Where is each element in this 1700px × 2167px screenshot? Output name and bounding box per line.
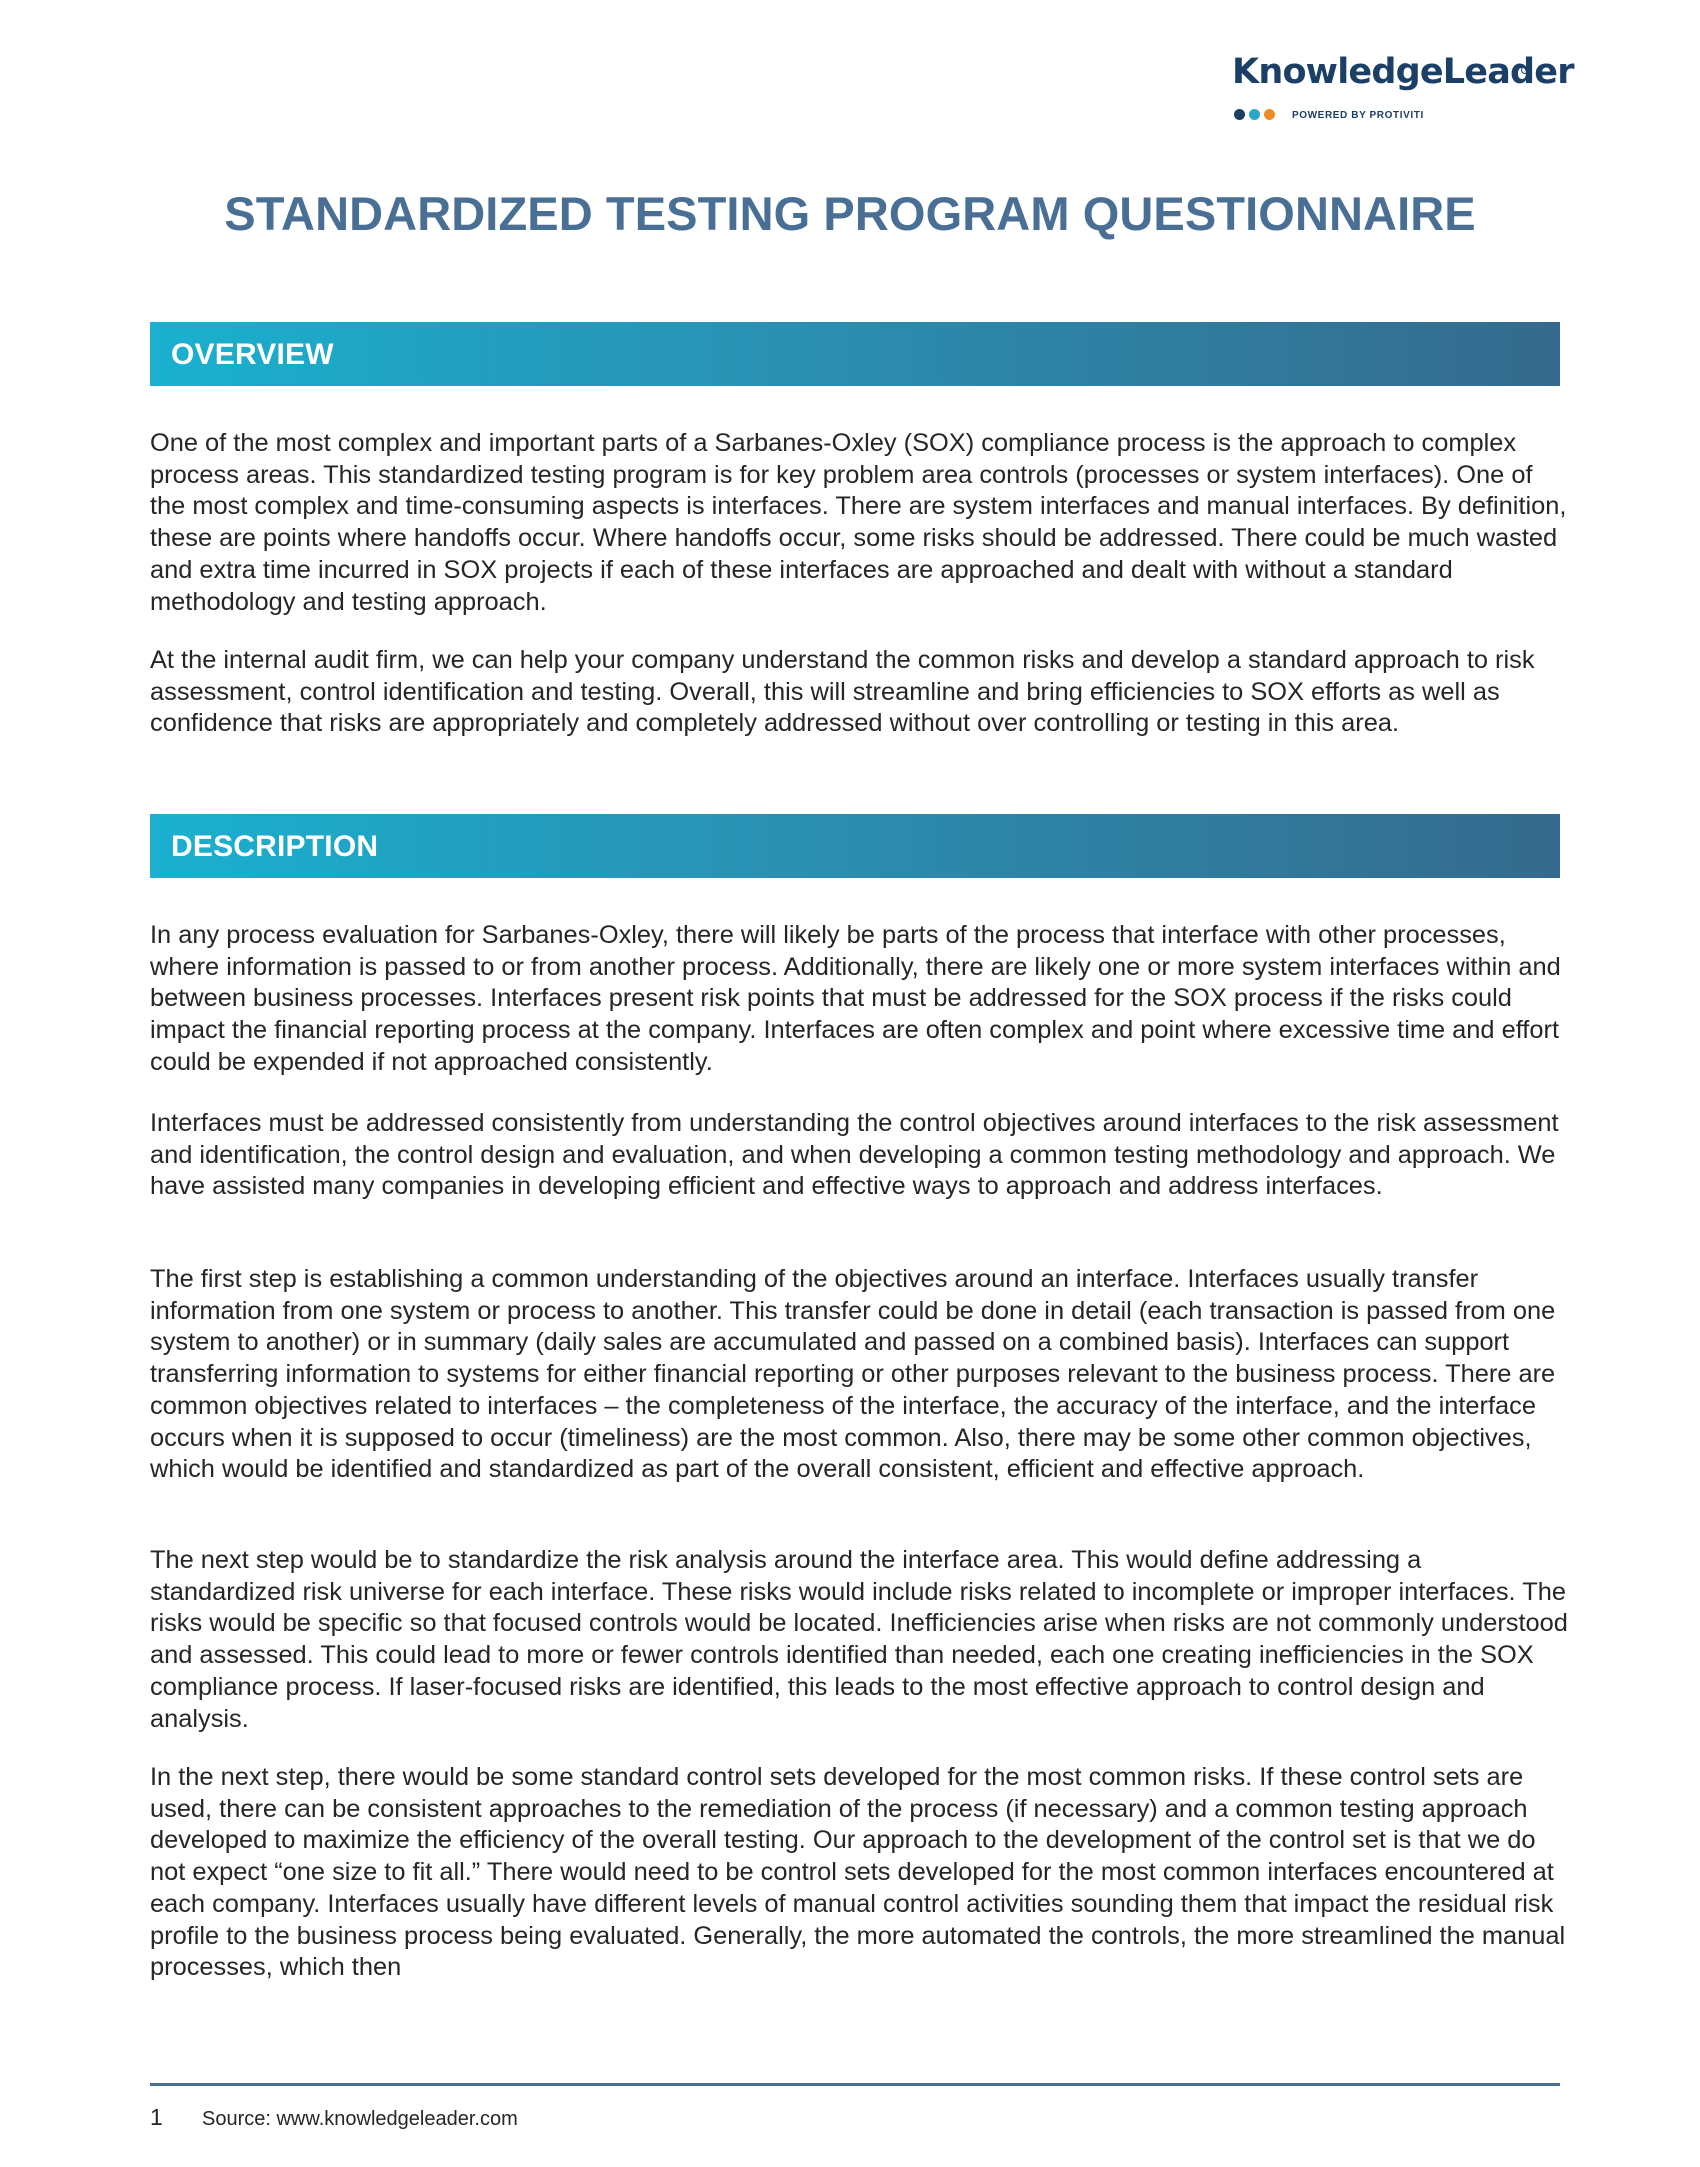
logo-wordmark: KnowledgeLeader <box>1232 52 1574 92</box>
description-paragraph: In any process evaluation for Sarbanes-Oxley, there will likely be parts of the process that interface with other processes, where information is passed to or from another process. Additionally, there are likely one or more system interfaces within and between business processes. Interfaces present risk points that must be addressed for the SOX process if the risks could impact the financial reporting process at the company. Interfaces are often complex and point where excessive time and effort could be expended if not approached consistently. <box>150 921 1561 1076</box>
logo-dot <box>1264 109 1275 120</box>
logo-dot <box>1234 109 1245 120</box>
overview-paragraph: One of the most complex and important parts of a Sarbanes-Oxley (SOX) compliance process is the approach to complex process areas. This standardized testing program is for key problem area controls (processes or system interfaces). One of the most complex and time-consuming aspects is interfaces. There are system interfaces and manual interfaces. By definition, these are points where handoffs occur. Where handoffs occur, some risks should be addressed. There could be much wasted and extra time incurred in SOX projects if each of these interfaces are approached and dealt with without a standard methodology and testing approach. <box>150 429 1567 616</box>
section-heading: OVERVIEW <box>171 338 334 371</box>
footer-source: Source: www.knowledgeleader.com <box>202 2108 518 2130</box>
logo-tagline: POWERED BY PROTIVITI <box>1292 110 1424 121</box>
section-heading: DESCRIPTION <box>171 830 379 863</box>
description-paragraph: The next step would be to standardize the risk analysis around the interface area. This would define addressing a standardized risk universe for each interface. These risks would include risks related to incomplete or improper interfaces. The risks would be specific so that focused controls would be located. Inefficiencies arise when risks are not commonly understood and assessed. This could lead to more or fewer controls identified than needed, each one creating inefficiencies in the SOX compliance process. If laser-focused risks are identified, this leads to the most effective approach to control design and analysis. <box>150 1546 1568 1733</box>
description-paragraph: In the next step, there would be some standard control sets developed for the most common risks. If these control sets are used, there can be consistent approaches to the remediation of the process (if necessary) and a common testing approach developed to maximize the efficiency of the overall testing. Our approach to the development of the control set is that we do not expect “one size to fit all.” There would need to be control sets developed for the most common interfaces encountered at each company. Interfaces usually have different levels of manual control activities sounding them that impact the residual risk profile to the business process being evaluated. Generally, the more automated the controls, the more streamlined the manual processes, which then <box>150 1763 1566 1982</box>
logo-dots-icon <box>1234 109 1294 121</box>
page-number: 1 <box>150 2104 163 2130</box>
overview-paragraph: At the internal audit firm, we can help your company understand the common risks and develop a standard approach to risk assessment, control identification and testing. Overall, this will streamline and bring efficiencies to SOX efforts as well as confidence that risks are appropriately and completely addressed without over controlling or testing in this area. <box>150 646 1535 738</box>
logo-dot <box>1249 109 1260 120</box>
registered-mark-icon <box>1521 66 1529 74</box>
section-header-overview <box>150 322 1560 386</box>
description-paragraph: Interfaces must be addressed consistently from understanding the control objectives around interfaces to the risk assessment and identification, the control design and evaluation, and when developing a common testing methodology and approach. We have assisted many companies in developing efficient and effective ways to approach and address interfaces. <box>150 1109 1559 1201</box>
footer-divider <box>150 2083 1560 2086</box>
section-header-description <box>150 814 1560 878</box>
document-title: STANDARDIZED TESTING PROGRAM QUESTIONNAIRE <box>224 187 1476 240</box>
description-paragraph: The first step is establishing a common understanding of the objectives around an interface. Interfaces usually transfer information from one system or process to another. This transfer could be done in detail (each transaction is passed from one system to another) or in summary (daily sales are accumulated and passed on a combined basis). Interfaces can support transferring information to systems for either financial reporting or other purposes relevant to the business process. There are common objectives related to interfaces – the completeness of the interface, the accuracy of the interface, and the interface occurs when it is supposed to occur (timeliness) are the most common. Also, there may be some other common objectives, which would be identified and standardized as part of the overall consistent, efficient and effective approach. <box>150 1265 1556 1484</box>
knowledgeleader-logo <box>1232 52 1574 132</box>
